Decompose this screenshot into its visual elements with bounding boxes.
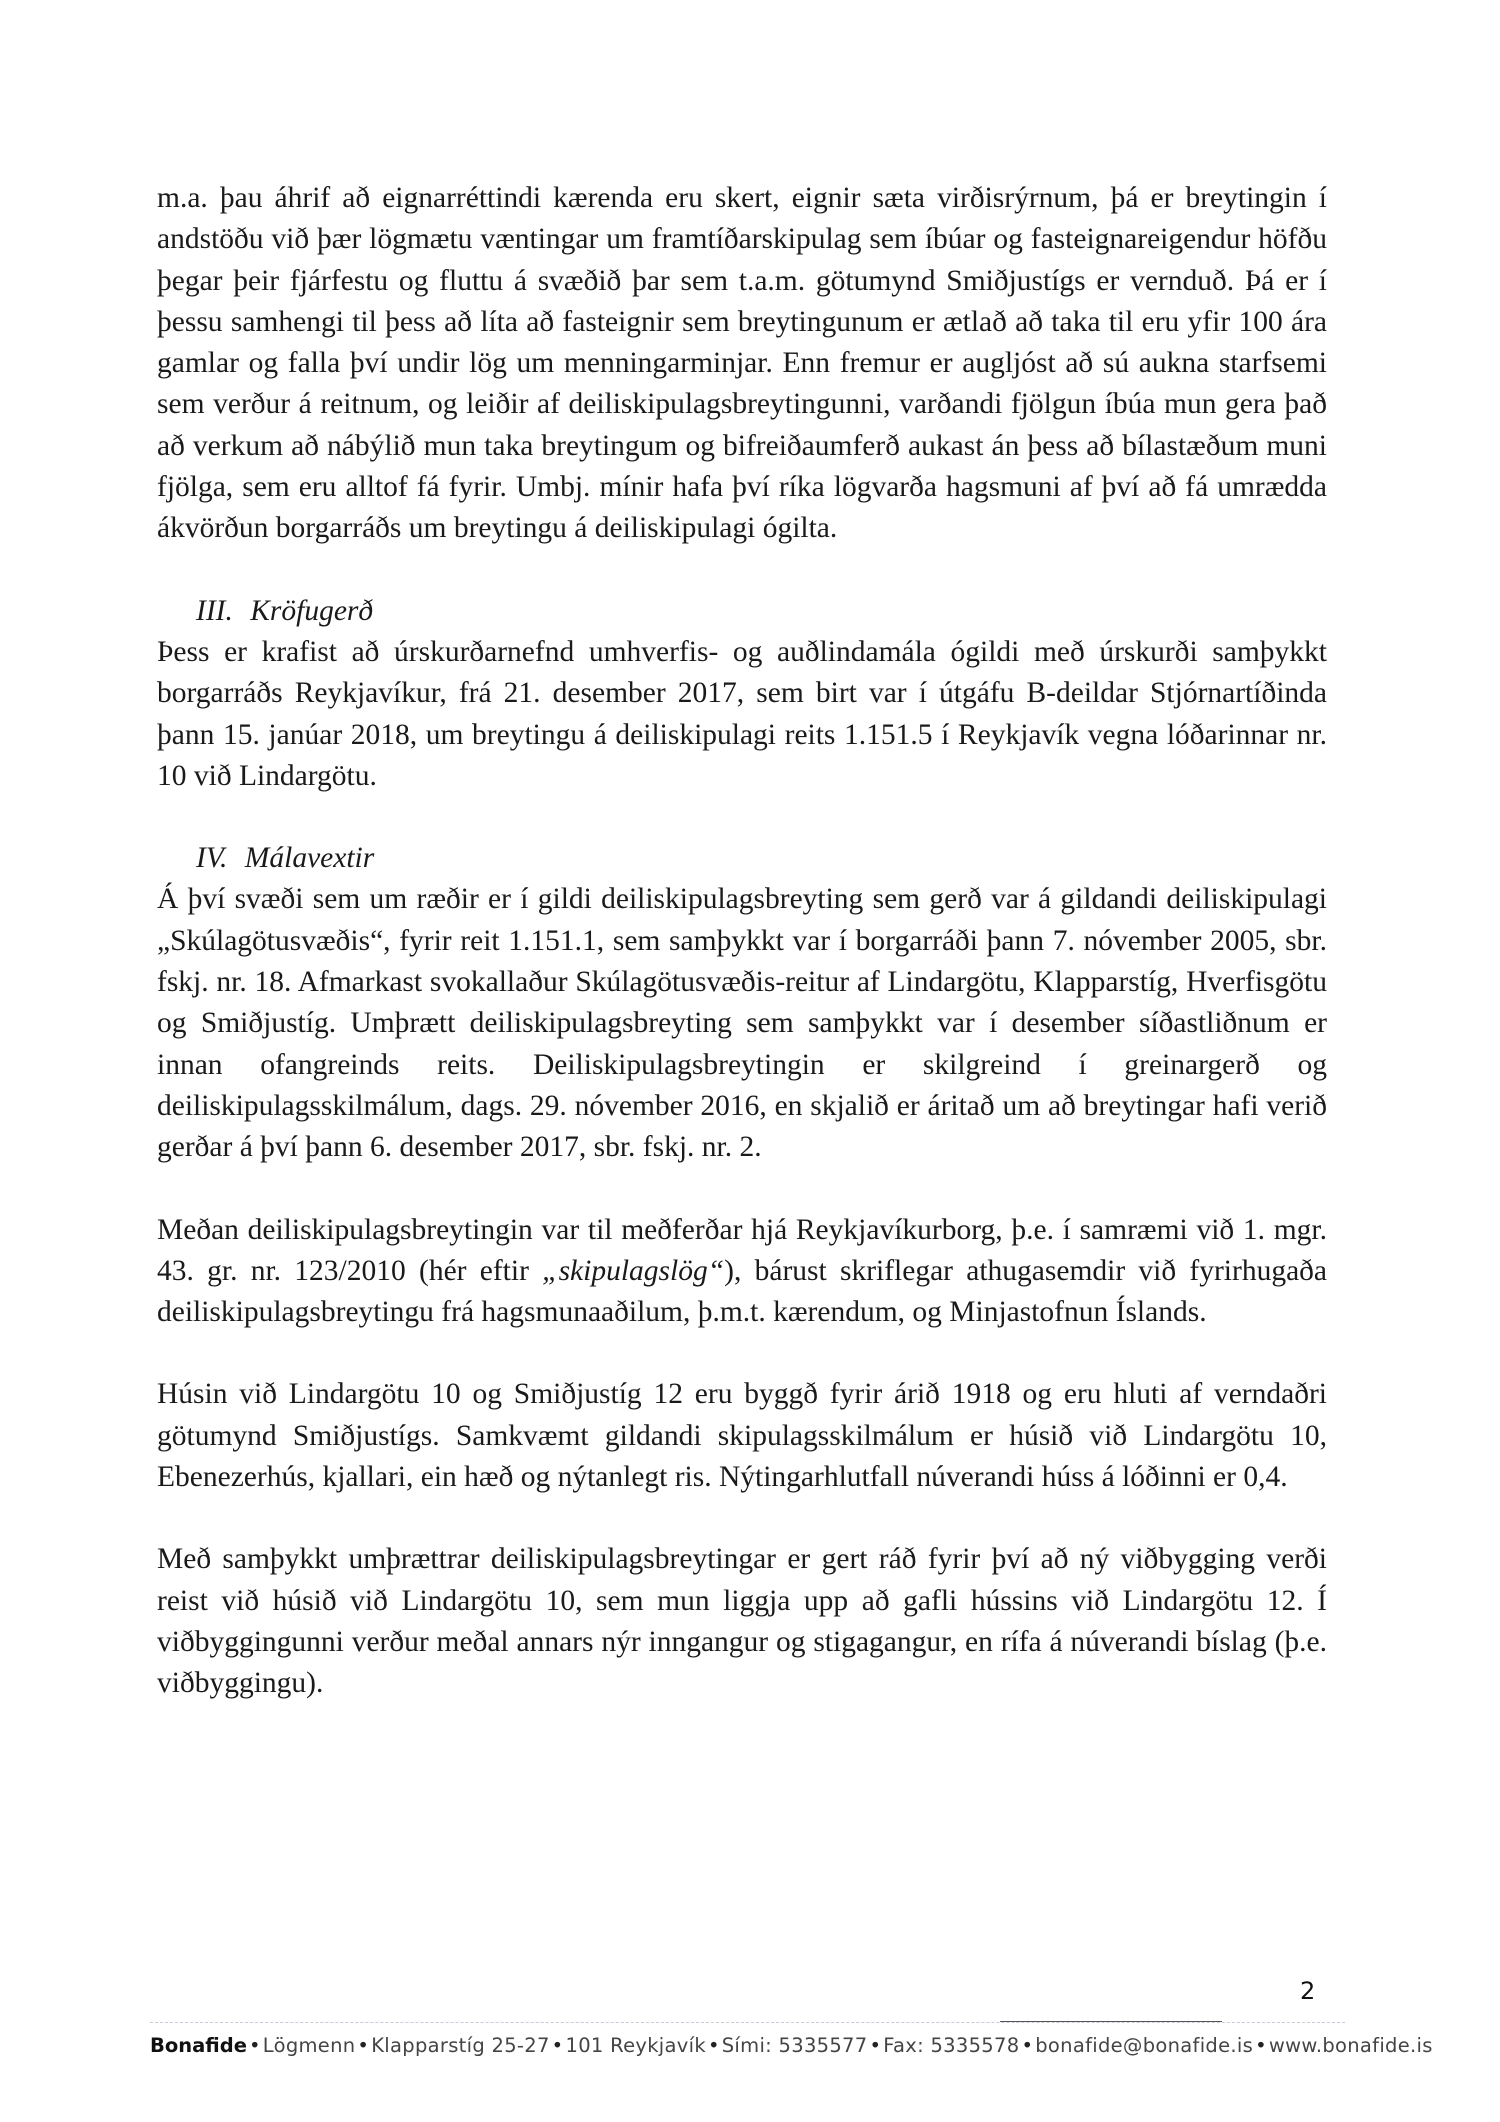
spacer: [157, 1169, 1327, 1210]
section-number: III.: [196, 594, 233, 627]
separator-dot: •: [1255, 2034, 1267, 2057]
text-run: ), bárust skriflegar athugasemdir við fyrirhugaða deiliskipulagsbreytingu frá hagsmunaaðilum, þ.m.t. kærendum, og Minjastofnun Íslands.: [157, 1254, 1328, 1329]
section-number: IV.: [196, 842, 228, 875]
footer-fax: Fax: 5335578: [883, 2034, 1020, 2057]
spacer: [157, 797, 1327, 838]
document-body: [157, 178, 1327, 1705]
footer-city: 101 Reykjavík: [565, 2034, 706, 2057]
footer-phone: Sími: 5335577: [721, 2034, 868, 2057]
section-heading-malavextir: [196, 838, 1327, 879]
separator-dot: •: [869, 2034, 882, 2057]
footer-firm-type: Lögmenn: [262, 2034, 356, 2057]
spacer: [157, 550, 1327, 591]
paragraph-krofugerd: Þess er krafist að úrskurðarnefnd umhverfis- og auðlindamála ógildi með úrskurði samþykkt borgarráðs Reykjavíkur, frá 21. desember 2017, sem birt var í útgáfu B-deildar Stjórnartíðinda þann 15. janúar 2018, um breytingu á deiliskipulagi reits 1.151.5 í Reykjavík vegna lóðarinnar nr. 10 við Lindargötu.: [157, 635, 1327, 792]
section-heading-krofugerd: [196, 591, 1327, 632]
footer-divider: [150, 2022, 1345, 2023]
separator-dot: •: [248, 2034, 261, 2057]
footer-address: Klapparstíg 25-27: [371, 2034, 550, 2057]
separator-dot: •: [1021, 2034, 1034, 2057]
spacer: [157, 1333, 1327, 1374]
paragraph-standing: m.a. þau áhrif að eignarréttindi kærenda eru skert, eignir sæta virðisrýrnum, þá er breytingin í andstöðu við þær lögmætu væntingar um framtíðarskipulag sem íbúar og fasteignareigendur höfðu þegar þeir fjárfestu og fluttu á svæðið þar sem t.a.m. götumynd Smiðjustígs er vernduð. Þá er í þessu samhengi til þess að líta að fasteignir sem breytingunum er ætlað að taka til eru yfir 100 ára gamlar og falla því undir lög um menningarminjar. Enn fremur er augljóst að sú aukna starfsemi sem verður á reitnum, og leiðir af deiliskipulagsbreytingunni, varðandi fjölgun íbúa mun gera það að verkum að nábýlið mun taka breytingum og bifreiðaumferð aukast án þess að bílastæðum muni fjölga, sem eru alltof fá fyrir. Umbj. mínir hafa því ríka lögvarða hagsmuni af því að fá umrædda ákvörðun borgarráðs um breytingu á deiliskipulagi ógilta.: [157, 182, 1327, 545]
footer-website: www.bonafide.is: [1268, 2034, 1433, 2057]
letterhead-footer: [150, 2034, 1433, 2057]
footer-divider-solid: [1000, 2021, 1222, 2022]
defined-term-skipulagslog: „skipulagslög“: [542, 1254, 725, 1287]
paragraph-malavextir-1: Á því svæði sem um ræðir er í gildi deiliskipulagsbreyting sem gerð var á gildandi deiliskipulagi „Skúlagötusvæðis“, fyrir reit 1.151.1, sem samþykkt var í borgarráði þann 7. nóvember 2005, sbr. fskj. nr. 18. Afmarkast svokallaður Skúlagötusvæðis-reitur af Lindargötu, Klapparstíg, Hverfisgötu og Smiðjustíg. Umþrætt deiliskipulagsbreyting sem samþykkt var í desember síðastliðnum er innan ofangreinds reits. Deiliskipulagsbreytingin er skilgreind í greinargerð og deiliskipulagsskilmálum, dags. 29. nóvember 2016, en skjalið er áritað um að breytingar hafi verið gerðar á því þann 6. desember 2017, sbr. fskj. nr. 2.: [157, 883, 1327, 1164]
spacer: [157, 1498, 1327, 1539]
footer-brand: Bonafide: [150, 2034, 247, 2057]
section-title: Kröfugerð: [250, 594, 374, 627]
paragraph-malavextir-4: Með samþykkt umþrættrar deiliskipulagsbreytingar er gert ráð fyrir því að ný viðbygging verði reist við húsið við Lindargötu 10, sem mun liggja upp að gafli hússins við Lindargötu 12. Í viðbyggingunni verður meðal annars nýr inngangur og stigagangur, en rífa á núverandi bíslag (þ.e. viðbyggingu).: [157, 1543, 1327, 1700]
paragraph-malavextir-2: [157, 1210, 1327, 1334]
footer-email: bonafide@bonafide.is: [1035, 2034, 1254, 2057]
separator-dot: •: [357, 2034, 370, 2057]
paragraph-malavextir-3: Húsin við Lindargötu 10 og Smiðjustíg 12 eru byggð fyrir árið 1918 og eru hluti af verndaðri götumynd Smiðjustígs. Samkvæmt gildandi skipulagsskilmálum er húsið við Lindargötu 10, Ebenezerhús, kjallari, ein hæð og nýtanlegt ris. Nýtingarhlutfall núverandi húss á lóðinni er 0,4.: [157, 1378, 1327, 1494]
separator-dot: •: [707, 2034, 720, 2057]
page-number: 2: [1300, 1977, 1316, 2005]
separator-dot: •: [551, 2034, 564, 2057]
text-run: Meðan deiliskipulagsbreytingin var til meðferðar hjá Reykjavíkurborg, þ.e. í samræmi við 1. mgr. 43. gr. nr. 123/2010 (hér eftir: [157, 1213, 1327, 1287]
section-title: Málavextir: [244, 842, 375, 875]
